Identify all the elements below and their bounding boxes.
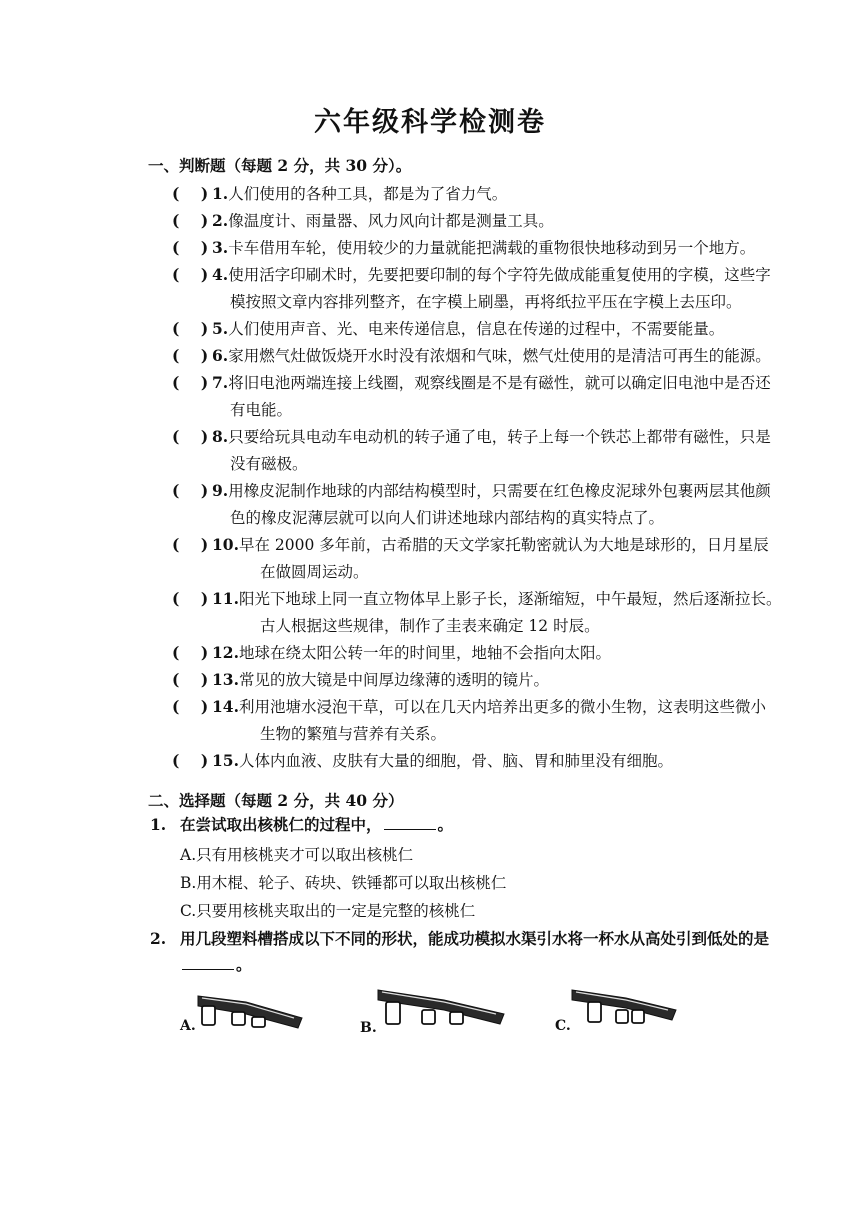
answer-bracket[interactable]: ( ): [172, 589, 209, 608]
tf-item-text: [212, 423, 787, 478]
tf-item-statement: 使用活字印刷术时，先要把要印制的每个字符先做成能重复使用的字模，这些字: [228, 266, 771, 284]
tf-item-2: [172, 207, 782, 234]
tf-item-statement: 像温度计、雨量器、风力风向计都是测量工具。: [228, 212, 554, 230]
tf-item-line: [212, 451, 787, 478]
tf-item-4: [172, 261, 782, 315]
tf-item-text: [212, 180, 787, 208]
question-2-number: 2.: [150, 929, 167, 948]
tf-item-statement: 阳光下地球上同一直立物体早上影子长，逐渐缩短，中午最短，然后逐渐拉长。: [238, 590, 782, 608]
question-1-stem: [180, 810, 790, 840]
page-title: 六年级科学检测卷: [314, 107, 546, 138]
tf-item-text: [212, 477, 787, 532]
tf-item-line: [212, 531, 787, 559]
tf-item-line: [212, 369, 787, 397]
tf-item-5: [172, 315, 782, 342]
tf-item-line: [212, 639, 787, 667]
tf-item-line: [212, 585, 787, 613]
tf-item-13: [172, 666, 782, 693]
tf-item-statement-continued: 古人根据这些规律，制作了圭表来确定 12 时辰。: [260, 617, 600, 635]
tf-item-number: 2.: [212, 211, 229, 230]
tf-item-line: [212, 505, 787, 532]
tf-item-line: [212, 180, 787, 208]
tf-item-statement: 人体内血液、皮肤有大量的细胞，骨、脑、胃和肺里没有细胞。: [238, 752, 673, 770]
question-1-stem-end: 。: [437, 815, 454, 834]
tf-item-statement: 利用池塘水浸泡干草，可以在几天内培养出更多的微小生物，这表明这些微小: [238, 698, 766, 716]
tf-item-number: 11.: [212, 589, 239, 608]
tf-item-number: 7.: [212, 373, 229, 392]
tf-item-9: [172, 477, 782, 531]
tf-item-line: [212, 559, 787, 586]
answer-blank[interactable]: [182, 951, 234, 970]
tf-item-line: [212, 342, 787, 370]
tf-item-3: [172, 234, 782, 261]
tf-item-15: [172, 747, 782, 774]
answer-bracket[interactable]: ( ): [172, 697, 209, 716]
tf-item-text: [212, 531, 787, 586]
tf-item-14: [172, 693, 782, 747]
tf-item-line: [212, 423, 787, 451]
tf-item-line: [212, 261, 787, 289]
answer-bracket[interactable]: ( ): [172, 427, 209, 446]
tf-item-text: [212, 639, 787, 667]
question-1-option-a: A.只有用核桃夹才可以取出核桃仁: [180, 846, 414, 864]
answer-bracket[interactable]: ( ): [172, 346, 209, 365]
tf-item-text: [212, 369, 787, 424]
tf-item-1: [172, 180, 782, 207]
tf-item-statement-continued: 生物的繁殖与营养有关系。: [260, 725, 447, 743]
tf-item-line: [212, 666, 787, 694]
section2-heading: 二、选择题（每题 2 分，共 40 分）: [148, 791, 404, 810]
tf-item-number: 5.: [212, 319, 229, 338]
figure-a-label: A.: [180, 1018, 196, 1034]
question-1-number: 1.: [150, 815, 167, 834]
figure-b-trough-diagram: [374, 984, 508, 1032]
answer-bracket[interactable]: ( ): [172, 481, 209, 500]
tf-item-number: 15.: [212, 751, 239, 770]
tf-item-11: [172, 585, 782, 639]
tf-item-statement: 早在 2000 多年前，古希腊的天文学家托勒密就认为大地是球形的，日月星辰: [238, 536, 769, 554]
tf-item-statement-continued: 有电能。: [230, 401, 293, 419]
answer-bracket[interactable]: ( ): [172, 643, 209, 662]
tf-item-statement: 将旧电池两端连接上线圈，观察线圈是不是有磁性，就可以确定旧电池中是否还: [228, 374, 771, 392]
question-1-stem-text: 在尝试取出核桃仁的过程中，: [180, 815, 382, 834]
tf-item-number: 13.: [212, 670, 239, 689]
section1-heading: 一、判断题（每题 2 分，共 30 分）。: [148, 156, 412, 175]
tf-item-line: [212, 477, 787, 505]
tf-item-7: [172, 369, 782, 423]
tf-item-line: [212, 315, 787, 343]
tf-item-number: 6.: [212, 346, 229, 365]
tf-item-text: [212, 234, 787, 262]
tf-item-8: [172, 423, 782, 477]
answer-bracket[interactable]: ( ): [172, 238, 209, 257]
tf-item-number: 3.: [212, 238, 229, 257]
tf-item-number: 4.: [212, 265, 229, 284]
tf-item-statement-continued: 模按照文章内容排列整齐，在字模上刷墨，再将纸拉平压在字模上去压印。: [230, 293, 742, 311]
tf-item-text: [212, 747, 787, 775]
answer-bracket[interactable]: ( ): [172, 319, 209, 338]
tf-item-line: [212, 721, 787, 748]
tf-item-line: [212, 397, 787, 424]
tf-item-text: [212, 315, 787, 343]
tf-item-line: [212, 207, 787, 235]
tf-item-statement: 用橡皮泥制作地球的内部结构模型时，只需要在红色橡皮泥球外包裹两层其他颜: [228, 482, 771, 500]
tf-item-text: [212, 666, 787, 694]
tf-item-statement-continued: 色的橡皮泥薄层就可以向人们讲述地球内部结构的真实特点了。: [230, 509, 665, 527]
tf-item-statement: 只要给玩具电动车电动机的转子通了电，转子上每一个铁芯上都带有磁性，只是: [228, 428, 771, 446]
question-2-stem: 用几段塑料槽搭成以下不同的形状，能成功模拟水渠引水将一杯水从高处引到低处的是: [180, 929, 770, 948]
tf-item-text: [212, 693, 787, 748]
figure-a-trough-diagram: [194, 988, 306, 1034]
tf-item-number: 1.: [212, 184, 229, 203]
tf-item-number: 10.: [212, 535, 239, 554]
tf-item-text: [212, 585, 787, 640]
answer-bracket[interactable]: ( ): [172, 670, 209, 689]
answer-blank[interactable]: [384, 811, 436, 830]
tf-item-number: 8.: [212, 427, 229, 446]
question-1-option-b: B.用木棍、轮子、砖块、铁锤都可以取出核桃仁: [180, 874, 507, 892]
figure-c-trough-diagram: [570, 984, 680, 1032]
tf-item-number: 14.: [212, 697, 239, 716]
tf-item-statement: 常见的放大镜是中间厚边缘薄的透明的镜片。: [238, 671, 549, 689]
tf-item-number: 9.: [212, 481, 229, 500]
figure-b-label: B.: [360, 1020, 377, 1036]
question-2-stem-end: 。: [236, 955, 252, 974]
answer-bracket[interactable]: ( ): [172, 265, 209, 284]
answer-bracket[interactable]: ( ): [172, 373, 209, 392]
tf-item-line: [212, 234, 787, 262]
tf-item-statement: 人们使用的各种工具，都是为了省力气。: [228, 185, 508, 203]
tf-item-text: [212, 207, 787, 235]
tf-item-line: [212, 289, 787, 316]
tf-item-text: [212, 342, 787, 370]
tf-item-10: [172, 531, 782, 585]
tf-item-6: [172, 342, 782, 369]
tf-item-number: 12.: [212, 643, 239, 662]
question-1-option-c: C.只要用核桃夹取出的一定是完整的核桃仁: [180, 902, 476, 920]
tf-item-line: [212, 693, 787, 721]
tf-item-statement: 家用燃气灶做饭烧开水时没有浓烟和气味，燃气灶使用的是清洁可再生的能源。: [228, 347, 771, 365]
answer-bracket[interactable]: ( ): [172, 211, 209, 230]
tf-item-statement-continued: 在做圆周运动。: [260, 563, 369, 581]
tf-item-12: [172, 639, 782, 666]
tf-item-statement: 人们使用声音、光、电来传递信息，信息在传递的过程中，不需要能量。: [228, 320, 725, 338]
question-2-stem-line2: [180, 950, 790, 980]
tf-item-statement: 卡车借用车轮，使用较少的力量就能把满载的重物很快地移动到另一个地方。: [228, 239, 756, 257]
tf-item-line: [212, 747, 787, 775]
tf-item-text: [212, 261, 787, 316]
answer-bracket[interactable]: ( ): [172, 184, 209, 203]
tf-item-statement: 地球在绕太阳公转一年的时间里，地轴不会指向太阳。: [238, 644, 611, 662]
answer-bracket[interactable]: ( ): [172, 751, 209, 770]
tf-item-line: [212, 613, 787, 640]
figure-c-label: C.: [555, 1018, 571, 1034]
answer-bracket[interactable]: ( ): [172, 535, 209, 554]
tf-item-statement-continued: 没有磁极。: [230, 455, 308, 473]
